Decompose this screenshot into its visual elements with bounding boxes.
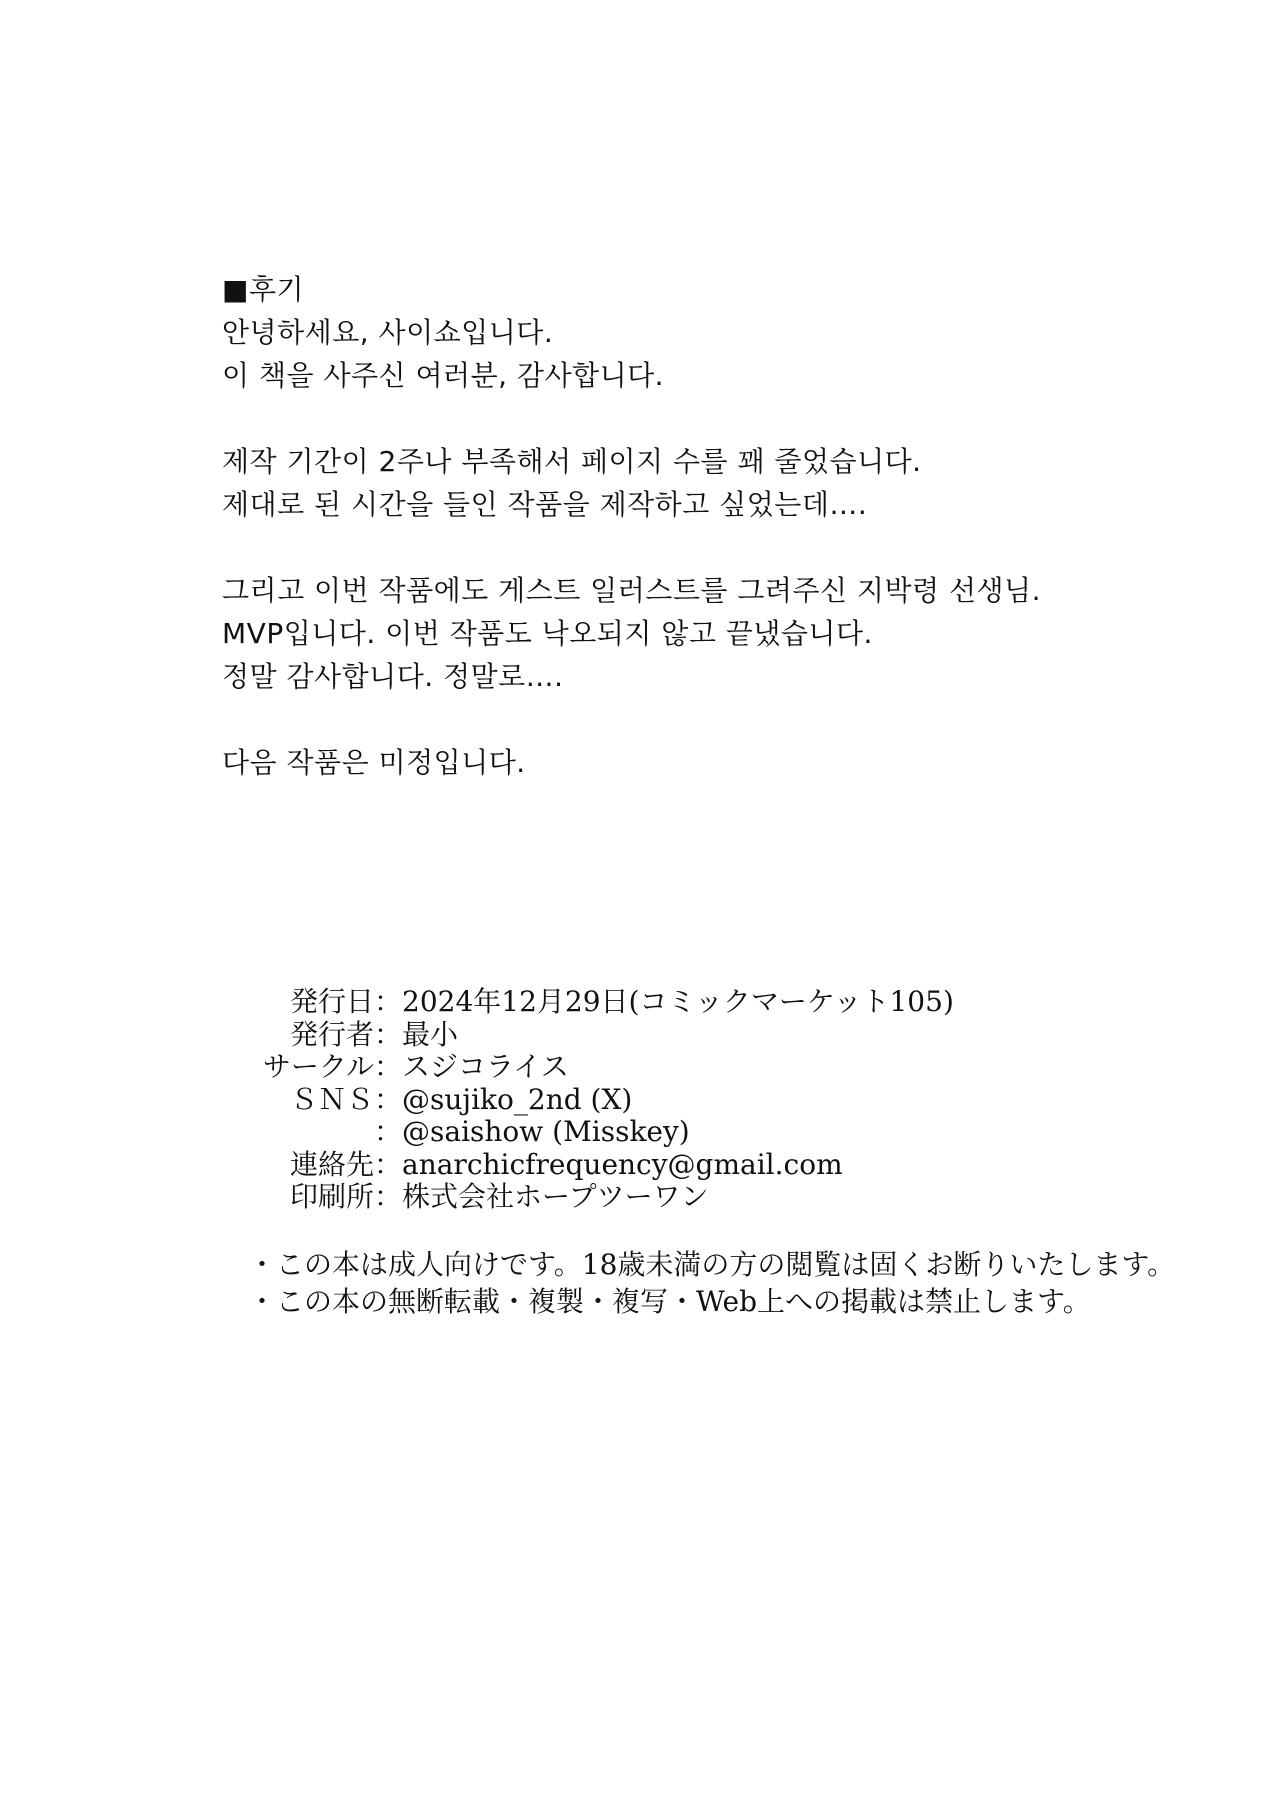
afterword-heading: ■후기 [222,273,305,306]
colophon-row-publish-date [256,986,954,1019]
colophon-value: @sujiko_2nd (X) [402,1082,633,1116]
afterword-line: 다음 작품은 미정입니다. [222,746,526,779]
colophon-row-printer [256,1181,954,1214]
afterword-line: 제대로 된 시간을 들인 작품을 제작하고 싶었는데…. [222,488,868,521]
afterword-intro-block [222,268,1041,397]
colophon-label: 連絡先 [289,1147,374,1181]
colophon-separator: ： [374,985,403,1018]
colophon-label: サークル [262,1050,374,1083]
colophon-separator: ： [374,1082,403,1116]
colophon-value: @saishow (Misskey) [402,1115,690,1148]
notice-no-reproduction: ・この本の無断転載・複製・複写・Web上への掲載は禁止します。 [248,1285,1091,1318]
notice-adult-only: ・この本は成人向けです。18歳未満の方の閲覧は固くお断りいたします。 [248,1248,1176,1281]
colophon-row-sns-2 [256,1116,954,1149]
afterword-paragraph [222,569,1041,698]
afterword-line: 제작 기간이 2주나 부족해서 페이지 수를 꽤 줄었습니다. [222,445,922,478]
afterword-line: 이 책을 사주신 여러분, 감사합니다. [222,359,665,392]
colophon-value: スジコライス [402,1050,569,1083]
colophon-label: 印刷所 [289,1180,374,1213]
afterword-line: 안녕하세요, 사이쇼입니다. [222,316,554,349]
colophon-label: 発行者 [289,1017,374,1051]
afterword-paragraph [222,440,1041,526]
afterword-line: 정말 감사합니다. 정말로…. [222,660,564,693]
colophon-separator: ： [374,1115,403,1148]
colophon-row-sns [256,1084,954,1117]
colophon-row-contact [256,1149,954,1182]
colophon-separator: ： [374,1050,403,1083]
colophon-separator: ： [374,1147,403,1181]
afterword-line: MVP입니다. 이번 작품도 낙오되지 않고 끝냈습니다. [222,617,873,650]
notices-section [248,1246,1175,1320]
colophon-label: ＳＮＳ [289,1082,374,1116]
colophon-value: 2024年12月29日(コミックマーケット105) [402,985,954,1018]
colophon-value: 株式会社ホープツーワン [402,1180,709,1213]
afterword-section [222,268,1041,784]
colophon-separator: ： [374,1180,403,1213]
colophon-value-email: anarchicfrequency@gmail.com [402,1147,843,1181]
colophon-label: 発行日 [289,985,374,1018]
colophon-row-publisher [256,1019,954,1052]
colophon-row-circle [256,1051,954,1084]
afterword-line: 그리고 이번 작품에도 게스트 일러스트를 그려주신 지박령 선생님. [222,574,1042,607]
colophon-value: 最小 [402,1017,459,1051]
afterword-paragraph [222,741,1041,784]
colophon-section [256,986,954,1214]
colophon-separator: ： [374,1017,403,1051]
